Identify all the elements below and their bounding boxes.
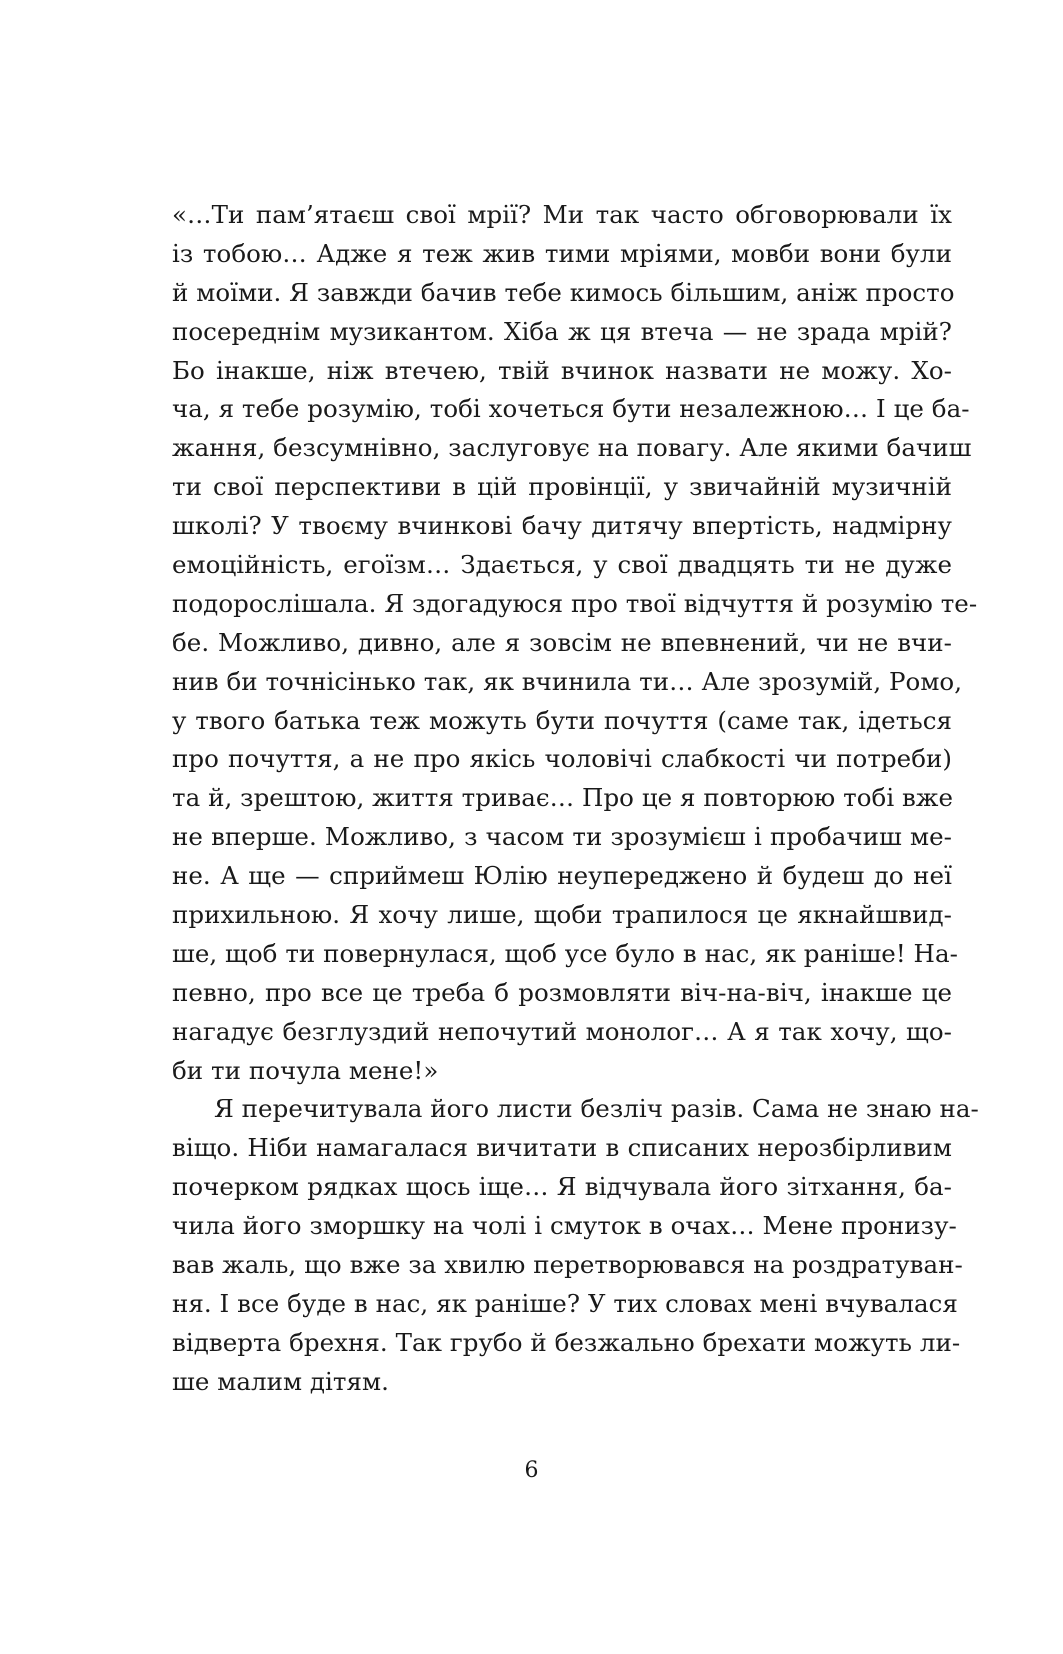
text-line: ше малим дітям. <box>172 1366 389 1396</box>
text-line: «…Ти пам’ятаєш свої мрії? Ми так часто обговорювали їх <box>172 200 952 229</box>
page-number: 6 <box>524 1458 539 1483</box>
text-line: у твого батька теж можуть бути почуття (саме так, ідеться <box>172 705 952 735</box>
text-line: вав жаль, що вже за хвилю перетворювався на роздратуван- <box>172 1250 963 1280</box>
letter-paragraph <box>172 196 978 1090</box>
text-line: певно, про все це треба б розмовляти віч-на-віч, інакше це <box>172 977 952 1007</box>
text-line: чила його зморшку на чолі і смуток в очах… Мене пронизу- <box>172 1211 957 1241</box>
text-line: ня. І все буде в нас, як раніше? У тих словах мені вчувалася <box>172 1288 958 1318</box>
text-line: прихильною. Я хочу лише, щоби трапилося це якнайшвид- <box>172 900 952 930</box>
text-line: бе. Можливо, дивно, але я зовсім не впевнений, чи не вчи- <box>172 627 952 657</box>
text-line: не вперше. Можливо, з часом ти зрозумієш і пробачиш ме- <box>172 822 952 852</box>
text-line: ча, я тебе розумію, тобі хочеться бути незалежною… І це ба- <box>172 394 970 424</box>
text-line: школі? У твоєму вчинкові бачу дитячу впертість, надмірну <box>172 511 952 541</box>
text-line: й моїми. Я завжди бачив тебе кимось більшим, аніж просто <box>172 277 955 307</box>
body-text <box>172 196 979 1402</box>
text-line: нагадує безглуздий непочутий монолог… А я так хочу, що- <box>172 1016 952 1046</box>
text-line: жання, безсумнівно, заслуговує на повагу. Але якими бачиш <box>172 433 972 463</box>
text-line: відверта брехня. Так грубо й безжально брехати можуть ли- <box>172 1327 961 1357</box>
text-line: про почуття, а не про якісь чоловічі слабкості чи потреби) <box>172 744 952 774</box>
text-line: ше, щоб ти повернулася, щоб усе було в нас, як раніше! На- <box>172 938 958 968</box>
text-line: нив би точнісінько так, як вчинила ти… Але зрозумій, Ромо, <box>172 666 963 696</box>
text-line: емоційність, егоїзм… Здається, у свої двадцять ти не дуже <box>172 550 952 580</box>
text-line: подорослішала. Я здогадуюся про твої відчуття й розумію те- <box>172 588 978 618</box>
text-line: Я перечитувала його листи безліч разів. Сама не знаю на- <box>214 1094 979 1124</box>
text-line: не. А ще — сприймеш Юлію неупереджено й будеш до неї <box>172 861 952 891</box>
text-line: та й, зрештою, життя триває… Про це я повторюю тобі вже <box>172 783 954 813</box>
text-line: почерком рядках щось іще… Я відчувала його зітхання, ба- <box>172 1172 952 1202</box>
text-line: із тобою… Адже я теж жив тими мріями, мовби вони були <box>172 238 952 268</box>
narration-paragraph <box>172 1090 979 1401</box>
text-line: віщо. Ніби намагалася вичитати в списаних нерозбірливим <box>172 1133 952 1163</box>
text-line: посереднім музикантом. Хіба ж ця втеча — не зрада мрій? <box>172 316 952 346</box>
text-line: би ти почула мене!» <box>172 1055 439 1085</box>
text-line: ти свої перспективи в цій провінції, у звичайній музичній <box>172 472 952 502</box>
text-line: Бо інакше, ніж втечею, твій вчинок назвати не можу. Хо- <box>172 355 952 385</box>
